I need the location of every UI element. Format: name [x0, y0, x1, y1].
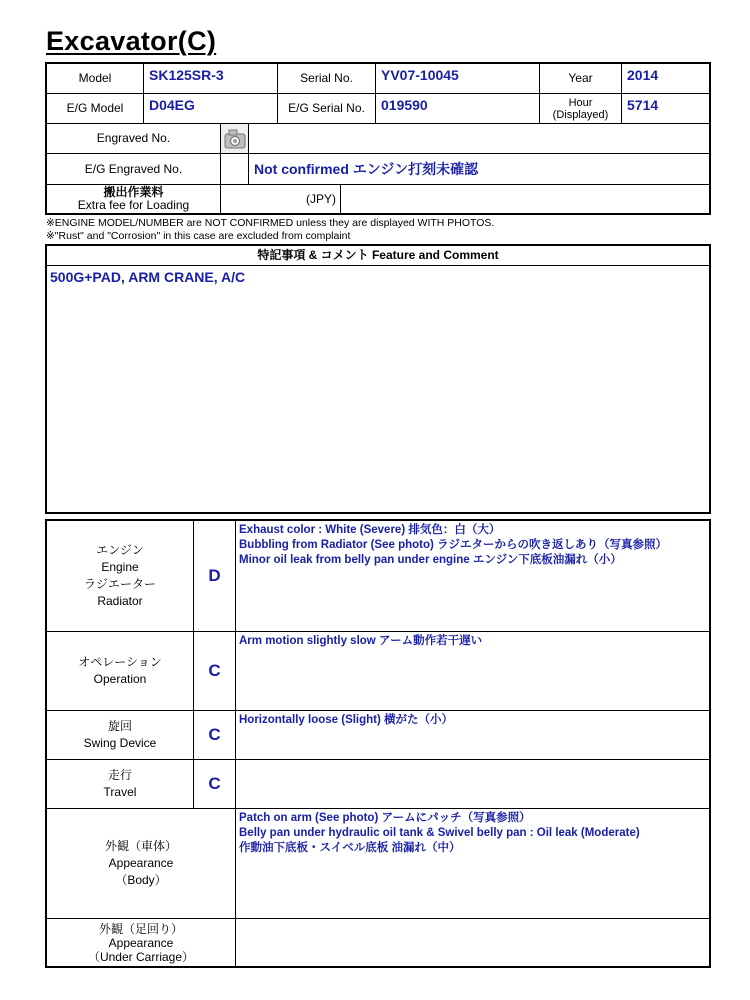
- appearance-under-label-sub: （Under Carriage）: [87, 949, 195, 964]
- swing-label-jp: 旋回: [107, 719, 132, 733]
- operation-label: [47, 632, 194, 711]
- travel-comment: [236, 760, 709, 809]
- engraved-value: [249, 124, 709, 154]
- fee-label-jp: 搬出作業料: [103, 185, 164, 199]
- inspection-table: [45, 519, 711, 968]
- engraved-photo-cell: [221, 124, 249, 154]
- operation-comment: [236, 632, 709, 711]
- swing-label: [47, 711, 194, 760]
- radiator-label-jp: ラジエーター: [83, 577, 156, 591]
- operation-label-jp: オペレーション: [78, 655, 162, 669]
- travel-label-jp: 走行: [107, 768, 132, 782]
- hour-label-line2: (Displayed): [552, 108, 609, 121]
- appearance-body-comment-line: Patch on arm (See photo) アームにパッチ（写真参照）: [239, 812, 531, 824]
- operation-grade: C: [194, 632, 236, 711]
- spec-table: [45, 62, 711, 215]
- note-rust: ※"Rust" and "Corrosion" in this case are excluded from complaint: [46, 230, 351, 242]
- appearance-body-label-en: Appearance: [108, 856, 174, 870]
- eg-model-label: E/G Model: [47, 94, 144, 124]
- feature-text: 500G+PAD, ARM CRANE, A/C: [50, 269, 246, 285]
- appearance-under-label: [47, 919, 236, 966]
- feature-header: 特記事項 & コメント Feature and Comment: [47, 246, 709, 266]
- engine-comment-line: Exhaust color : White (Severe) 排気色：白（大）: [239, 524, 501, 536]
- model-value: SK125SR-3: [144, 64, 278, 94]
- appearance-body-comment: [236, 809, 709, 919]
- fee-label-en: Extra fee for Loading: [77, 198, 190, 212]
- eg-engraved-label: E/G Engraved No.: [47, 154, 221, 185]
- swing-comment: [236, 711, 709, 760]
- swing-comment-line: Horizontally loose (Slight) 横がた（小）: [239, 714, 454, 726]
- serial-value: YV07-10045: [376, 64, 540, 94]
- swing-grade: C: [194, 711, 236, 760]
- operation-label-en: Operation: [93, 672, 147, 686]
- travel-label: [47, 760, 194, 809]
- eg-serial-value: 019590: [376, 94, 540, 124]
- hour-label-line1: Hour: [568, 96, 593, 109]
- model-label: Model: [47, 64, 144, 94]
- engine-comment-line: Minor oil leak from belly pan under engine エンジン下底板油漏れ（小）: [239, 554, 622, 566]
- fee-label: [47, 185, 221, 213]
- engraved-label: Engraved No.: [47, 124, 221, 154]
- note-engine: ※ENGINE MODEL/NUMBER are NOT CONFIRMED unless they are displayed WITH PHOTOS.: [46, 217, 495, 229]
- serial-label: Serial No.: [278, 64, 376, 94]
- appearance-body-label-sub: （Body）: [115, 873, 167, 887]
- appearance-body-comment-line: Belly pan under hydraulic oil tank & Swivel belly pan : Oil leak (Moderate): [239, 827, 640, 839]
- engine-comment-line: Bubbling from Radiator (See photo) ラジエターからの吹き返しあり（写真参照）: [239, 539, 668, 551]
- engine-label-en: Engine: [101, 560, 139, 574]
- hour-value: 5714: [622, 94, 709, 124]
- travel-grade: C: [194, 760, 236, 809]
- page-title: Excavator(C): [46, 26, 217, 56]
- engine-label-jp: エンジン: [96, 543, 144, 557]
- eg-engraved-value: Not confirmed エンジン打刻未確認: [249, 154, 709, 185]
- fee-value: [341, 185, 709, 213]
- engine-grade: D: [194, 521, 236, 632]
- appearance-body-label: [47, 809, 236, 919]
- engine-comment: [236, 521, 709, 632]
- eg-model-value: D04EG: [144, 94, 278, 124]
- appearance-under-comment: [236, 919, 709, 966]
- camera-icon: [222, 126, 248, 152]
- radiator-label-en: Radiator: [97, 594, 143, 608]
- year-value: 2014: [622, 64, 709, 94]
- eg-serial-label: E/G Serial No.: [278, 94, 376, 124]
- swing-label-en: Swing Device: [83, 736, 157, 750]
- hour-label: [540, 94, 622, 124]
- year-label: Year: [540, 64, 622, 94]
- engine-label: [47, 521, 194, 632]
- feature-box: [45, 244, 711, 514]
- appearance-under-label-en: Appearance: [108, 935, 174, 950]
- travel-label-en: Travel: [103, 785, 137, 799]
- appearance-body-comment-line: 作動油下底板・スイベル底板 油漏れ（中）: [239, 842, 461, 854]
- fee-unit: (JPY): [221, 185, 341, 213]
- appearance-under-label-jp: 外観（足回り）: [98, 921, 183, 936]
- eg-engraved-photo-cell: [221, 154, 249, 185]
- operation-comment-line: Arm motion slightly slow アーム動作若干遅い: [239, 635, 483, 647]
- appearance-body-label-jp: 外観（車体）: [104, 839, 177, 853]
